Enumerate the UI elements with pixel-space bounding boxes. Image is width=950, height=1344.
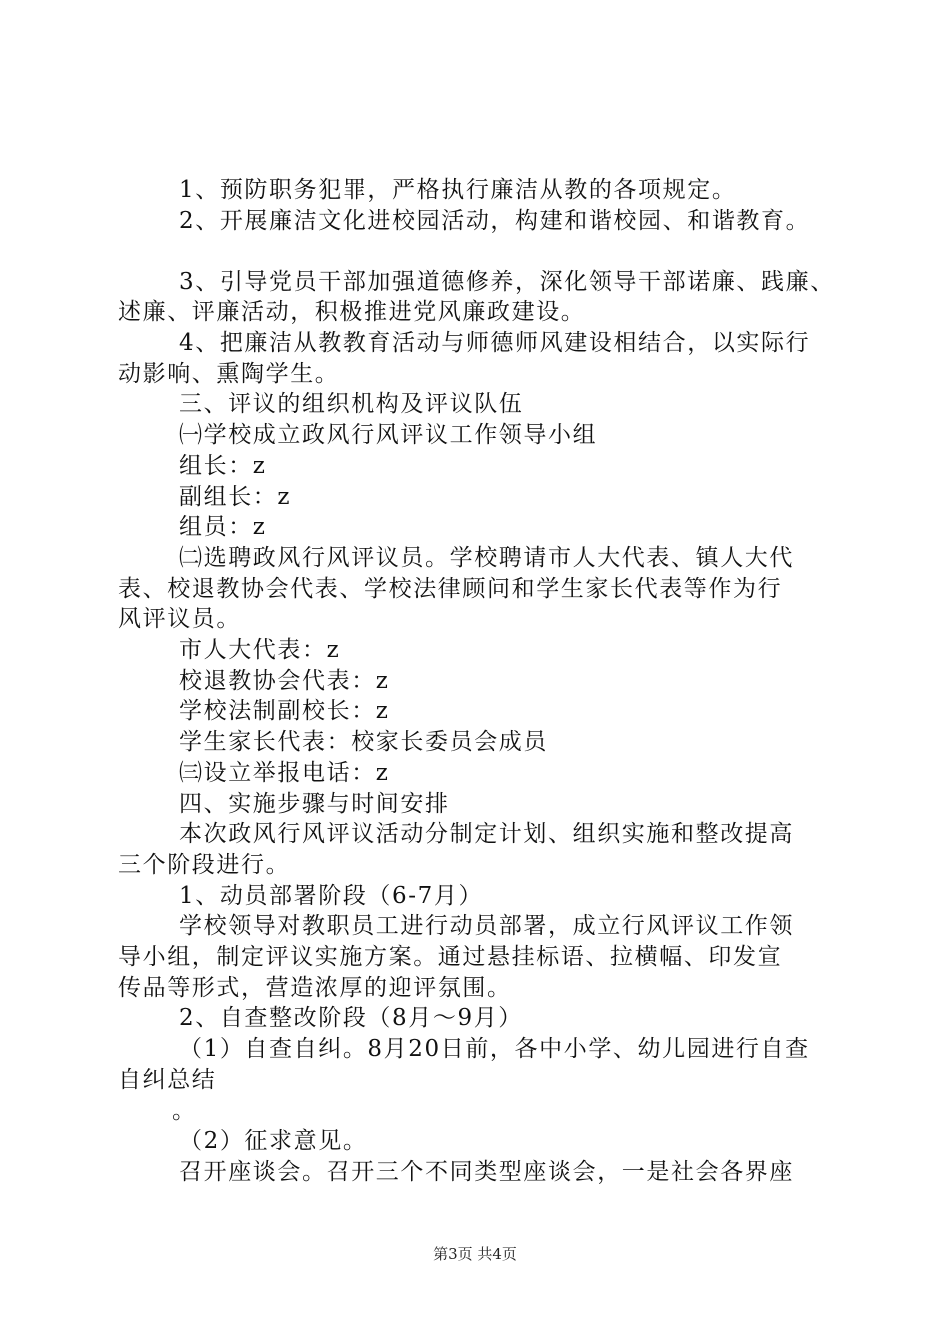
- text-line: ㈢设立举报电话：z: [179, 760, 390, 786]
- section-heading: 三、评议的组织机构及评议队伍: [179, 391, 524, 417]
- text-line: ㈠学校成立政风行风评议工作领导小组: [179, 422, 598, 448]
- text-line: 述廉、评廉活动，积极推进党风廉政建设。: [118, 299, 586, 325]
- text-line: 传品等形式，营造浓厚的迎评氛围。: [118, 975, 512, 1001]
- text-line: 4、把廉洁从教教育活动与师德师风建设相结合，以实际行: [179, 330, 811, 356]
- text-line: 组员：z: [179, 514, 267, 540]
- text-line: 市人大代表：z: [179, 637, 341, 663]
- text-line: 学校领导对教职员工进行动员部署，成立行风评议工作领: [179, 913, 794, 939]
- text-line: （2）征求意见。: [179, 1128, 368, 1154]
- text-line: 三个阶段进行。: [118, 852, 291, 878]
- section-heading: 四、实施步骤与时间安排: [179, 791, 450, 817]
- text-line: 学生家长代表：校家长委员会成员: [179, 729, 548, 755]
- text-line: 学校法制副校长：z: [179, 698, 390, 724]
- text-line: 导小组，制定评议实施方案。通过悬挂标语、拉横幅、印发宣: [118, 944, 783, 970]
- text-line: 。: [172, 1098, 197, 1124]
- text-line: 2、自查整改阶段（8月～9月）: [179, 1005, 523, 1031]
- page-footer: 第3页 共4页: [433, 1245, 517, 1263]
- text-line: 1、动员部署阶段（6-7月）: [179, 883, 484, 909]
- text-line: 自纠总结: [118, 1067, 217, 1093]
- text-line: ㈡选聘政风行风评议员。学校聘请市人大代表、镇人大代: [179, 545, 794, 571]
- text-line: 副组长：z: [179, 484, 292, 510]
- text-line: 本次政风行风评议活动分制定计划、组织实施和整改提高: [179, 821, 794, 847]
- text-line: 校退教协会代表：z: [179, 668, 390, 694]
- text-line: （1）自查自纠。8月20日前，各中小学、幼儿园进行自查: [179, 1036, 810, 1062]
- text-line: 2、开展廉洁文化进校园活动，构建和谐校园、和谐教育。: [179, 208, 811, 234]
- text-line: 表、校退教协会代表、学校法律顾问和学生家长代表等作为行: [118, 576, 783, 602]
- text-line: 风评议员。: [118, 606, 241, 632]
- text-line: 召开座谈会。召开三个不同类型座谈会，一是社会各界座: [179, 1159, 794, 1185]
- text-line: 组长：z: [179, 453, 267, 479]
- text-line: 动影响、熏陶学生。: [118, 361, 340, 387]
- text-line: 1、预防职务犯罪，严格执行廉洁从教的各项规定。: [179, 177, 737, 203]
- text-line: 3、引导党员干部加强道德修养，深化领导干部诺廉、践廉、: [179, 269, 835, 295]
